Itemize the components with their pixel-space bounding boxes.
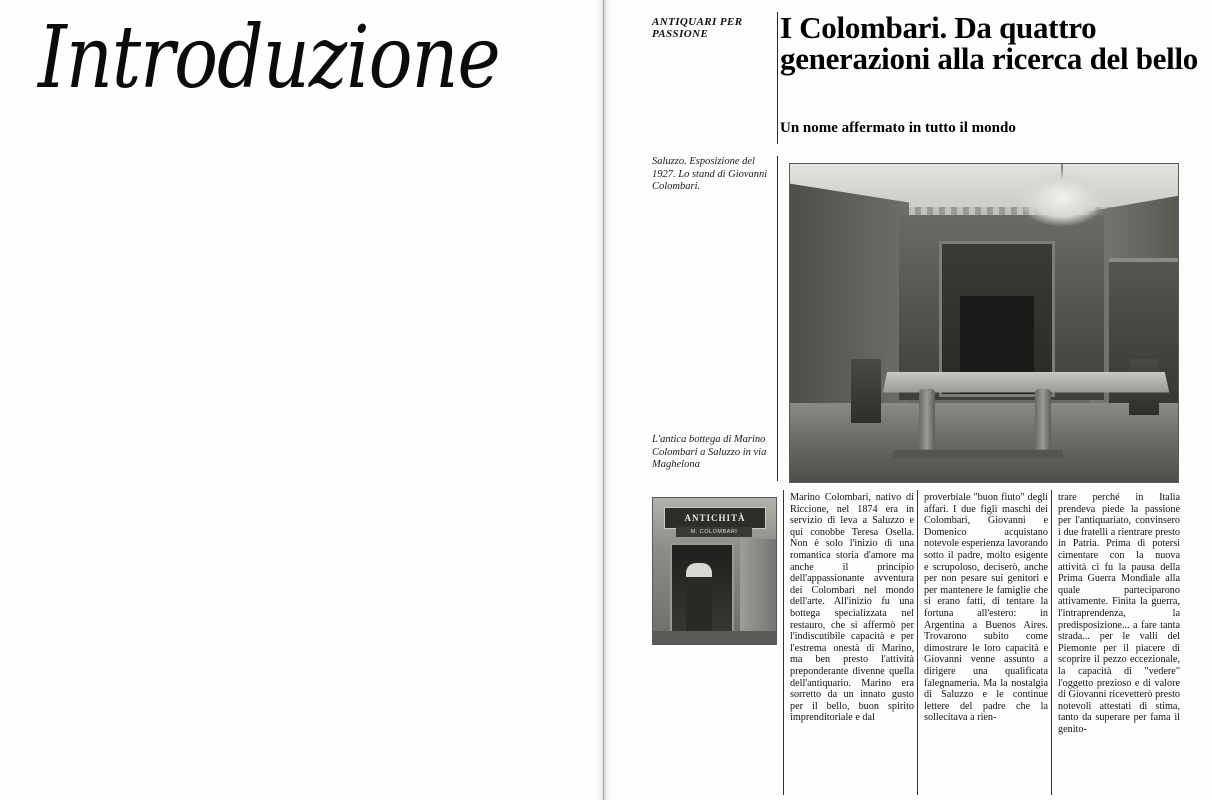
body-column-2: proverbiale "buon fiuto" degli affari. I due figli maschi dei Colombari, Giovanni e Domenico acquistano notevole esperienza lavorando sotto il padre, molto esigente e scrupoloso, deciserò, anche per non pesare sui genitori e per mantenere le famiglie che si erano fatti, di tentare la fortuna all'estero: in Argentina a Buenos Aires. Trovarono subito come dimostrare le loro capacità e Giovanni venne assunto a dirigere una qualificata falegnameria. Ma la nostalgia di Saluzzo e le continue lettere del padre che la sollecitava a rien- [924,492,1048,724]
photo-chair-left [851,359,881,423]
photo-table-base [892,450,1064,459]
shop-sign-secondary: M. COLOMBARI [676,527,752,537]
column-divider-left-edge [783,490,784,795]
caption-main-photo: Saluzzo. Esposizione del 1927. Lo stand di Giovanni Colombari. [652,156,768,192]
right-page [612,0,1212,800]
shop-sign-primary: ANTICHITÀ [664,507,766,529]
column-rule-caption [777,156,778,481]
column-divider-1 [917,490,918,795]
body-column-1: Marino Colombari, nativo di Riccione, nel 1874 era in servizio di leva a Saluzzo e qui conobbe Teresa Osella. Non è solo l'inizio di una romantica storia d'amore ma anche il principio dell'appassionante avventura dei Colombari nel mondo dell'arte. All'inizio fu una bottega specializzata nel restauro, che si affermò per l'indiscutibile capacità e per l'estrema onestà di Marino, ma ben presto l'attività preponderante divenne quella dell'antiquario. Marino era sorretto da un innato gusto per il bello, buon spirito imprenditoriale e dal [790,492,914,724]
photo-shop-wall [740,539,777,643]
body-column-3: trare perché in Italia prendeva piede la passione per l'antiquariato, convinsero i due fratelli a rientrare presto in Patria. Prima di potersi cimentare con la nuova attività ci fu la pausa della Prima Guerra Mondiale alla quale parteciparono attivamente. Finita la guerra, l'intraprendenza, la predisposizione... a fare tanta strada... per le valli del Piemonte per il piacere di scoprire il pezzo eccezionale, la capacità di "vedere" l'oggetto prezioso e di valore di Giovanni ricevetterò presto notevoli attestati di stima, tanto da superare per fama il genito- [1058,492,1180,735]
left-page [0,0,604,800]
photo-shop-artwork [652,497,777,645]
photo-old-shop [652,497,777,645]
caption-shop-photo: L'antica bottega di Marino Colombari a Saluzzo in via Maghelona [652,434,767,470]
column-divider-2 [1051,490,1052,795]
page-title-introduzione: Introduzione [38,8,500,109]
photo-table-leg-right [1035,389,1051,451]
photo-exhibition-stand-1927 [789,163,1179,483]
photo-table-leg-left [919,389,935,451]
photo-shop-figure [686,563,712,637]
photo-shop-step [652,631,777,645]
page-gutter-shadow [596,0,612,800]
photo-floor [789,403,1179,483]
section-kicker: ANTIQUARI PER PASSIONE [652,16,743,40]
photo-chandelier [1017,169,1107,227]
photo-room-artwork [789,163,1179,483]
page-gutter-line [603,0,604,800]
article-headline: I Colombari. Da quattro generazioni alla ricerca del bello [780,10,1198,76]
article-subhead: Un nome affermato in tutto il mondo [780,120,1016,136]
column-rule-top [777,12,778,144]
